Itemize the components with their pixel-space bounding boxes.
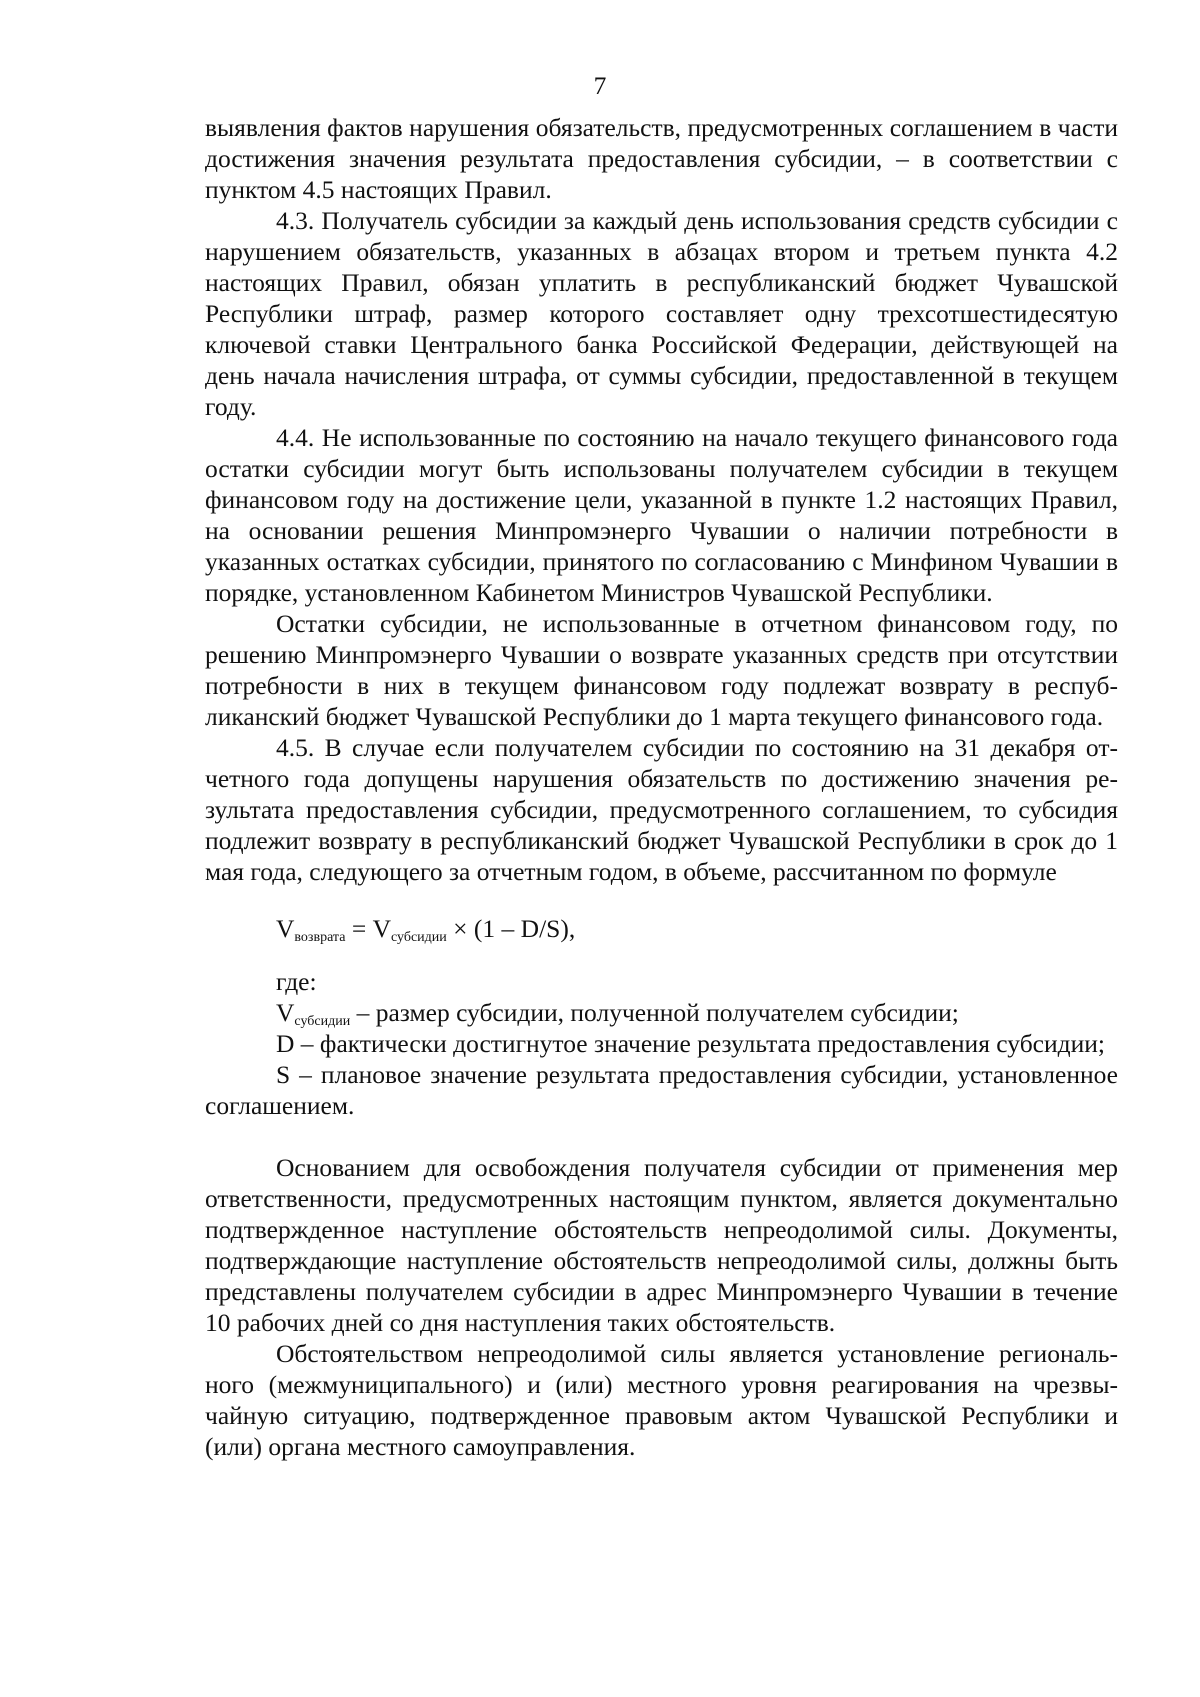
- paragraph-4-3: 4.3. Получатель субсидии за каждый день использования средств субсидии с нарушением обязательств, указанных в абзацах втором и третьем пункта 4.2 настоящих Правил, обязан уплатить в республиканский бюджет Чувашской Республики штраф, размер которого составляет одну трехсотшестидесятую ключевой ставки Центрального банка Российской Федерации, действующей на день начала начисления штрафа, от суммы субсидии, предоставленной в текущем году.: [205, 206, 1118, 421]
- spacer: [205, 1121, 1118, 1152]
- spacer: [205, 944, 1118, 966]
- formula-lhs-subscript: возврата: [294, 930, 346, 945]
- legend-v-subscript: субсидии: [294, 1014, 351, 1029]
- formula-rhs-subscript: субсидии: [391, 930, 447, 945]
- legend-s: S – плановое значение результата предоставления субсидии, установленное соглашением.: [205, 1060, 1118, 1120]
- legend-d: D – фактически достигнутое значение результата предоставления субсидии;: [276, 1029, 1105, 1058]
- paragraph-4-4: 4.4. Не использованные по состоянию на начало текущего финансового года остатки субсидии могут быть использованы получателем субсидии в текущем финансовом году на достижение цели, указанной в пункте 1.2 настоящих Правил, на основании решения Минпромэнерго Чувашии о наличии потребности в указанных остатках субсидии, принятого по согласованию с Минфином Чувашии в порядке, установленном Кабинетом Министров Чувашской Республики.: [205, 423, 1118, 607]
- formula-rhs-symbol: V: [372, 914, 391, 943]
- paragraph-4-4-remainders: Остатки субсидии, не использованные в отчетном финансовом году, по решению Минпромэнерго Чувашии о возврате указанных средств при отсутствии потребности в них в текущем финансовом году подлежат возврату в республиканский бюджет Чувашской Республики до 1 марта текущего финансового года.: [205, 609, 1118, 731]
- where-label: где:: [276, 967, 317, 996]
- page-number: 7: [593, 71, 607, 100]
- legend-v-text: – размер субсидии, полученной получателем субсидии;: [350, 998, 959, 1027]
- formula-equals: =: [345, 914, 373, 943]
- paragraph-force-majeure-definition: Обстоятельством непреодолимой силы является установление регионального (межмуниципального) и (или) местного уровня реагирования на чрезвычайную ситуацию, подтвержденное правовым актом Чувашской Республики и (или) органа местного самоуправления.: [205, 1339, 1118, 1461]
- refund-formula: [276, 913, 1118, 944]
- paragraph-4-5: 4.5. В случае если получателем субсидии по состоянию на 31 декабря отчетного года допущены нарушения обязательств по достижению значения результата предоставления субсидии, предусмотренного соглашением, то субсидия подлежит возврату в республиканский бюджет Чувашской Республики в срок до 1 мая года, следующего за отчетным годом, в объеме, рассчитанном по формуле: [205, 733, 1118, 886]
- formula-lhs-symbol: V: [276, 914, 295, 943]
- formula-rhs-rest: × (1 – D/S),: [446, 914, 576, 943]
- legend-v-subsidy: [205, 997, 1118, 1028]
- document-body: [205, 112, 1118, 1462]
- paragraph-continuation: выявления фактов нарушения обязательств, предусмотренных соглашением в части достижения значения результата предоставления субсидии, – в соответствии с пунктом 4.5 настоящих Правил.: [205, 113, 1118, 204]
- legend-v-symbol: V: [276, 998, 295, 1027]
- paragraph-force-majeure-basis: Основанием для освобождения получателя субсидии от применения мер ответственности, предусмотренных настоящим пунктом, является документально подтвержденное наступление обстоятельств непреодолимой силы. Документы, подтверждающие наступление обстоятельств непреодолимой силы, должны быть представлены получателем субсидии в адрес Минпромэнерго Чувашии в течение 10 рабочих дней со дня наступления таких обстоятельств.: [205, 1153, 1118, 1337]
